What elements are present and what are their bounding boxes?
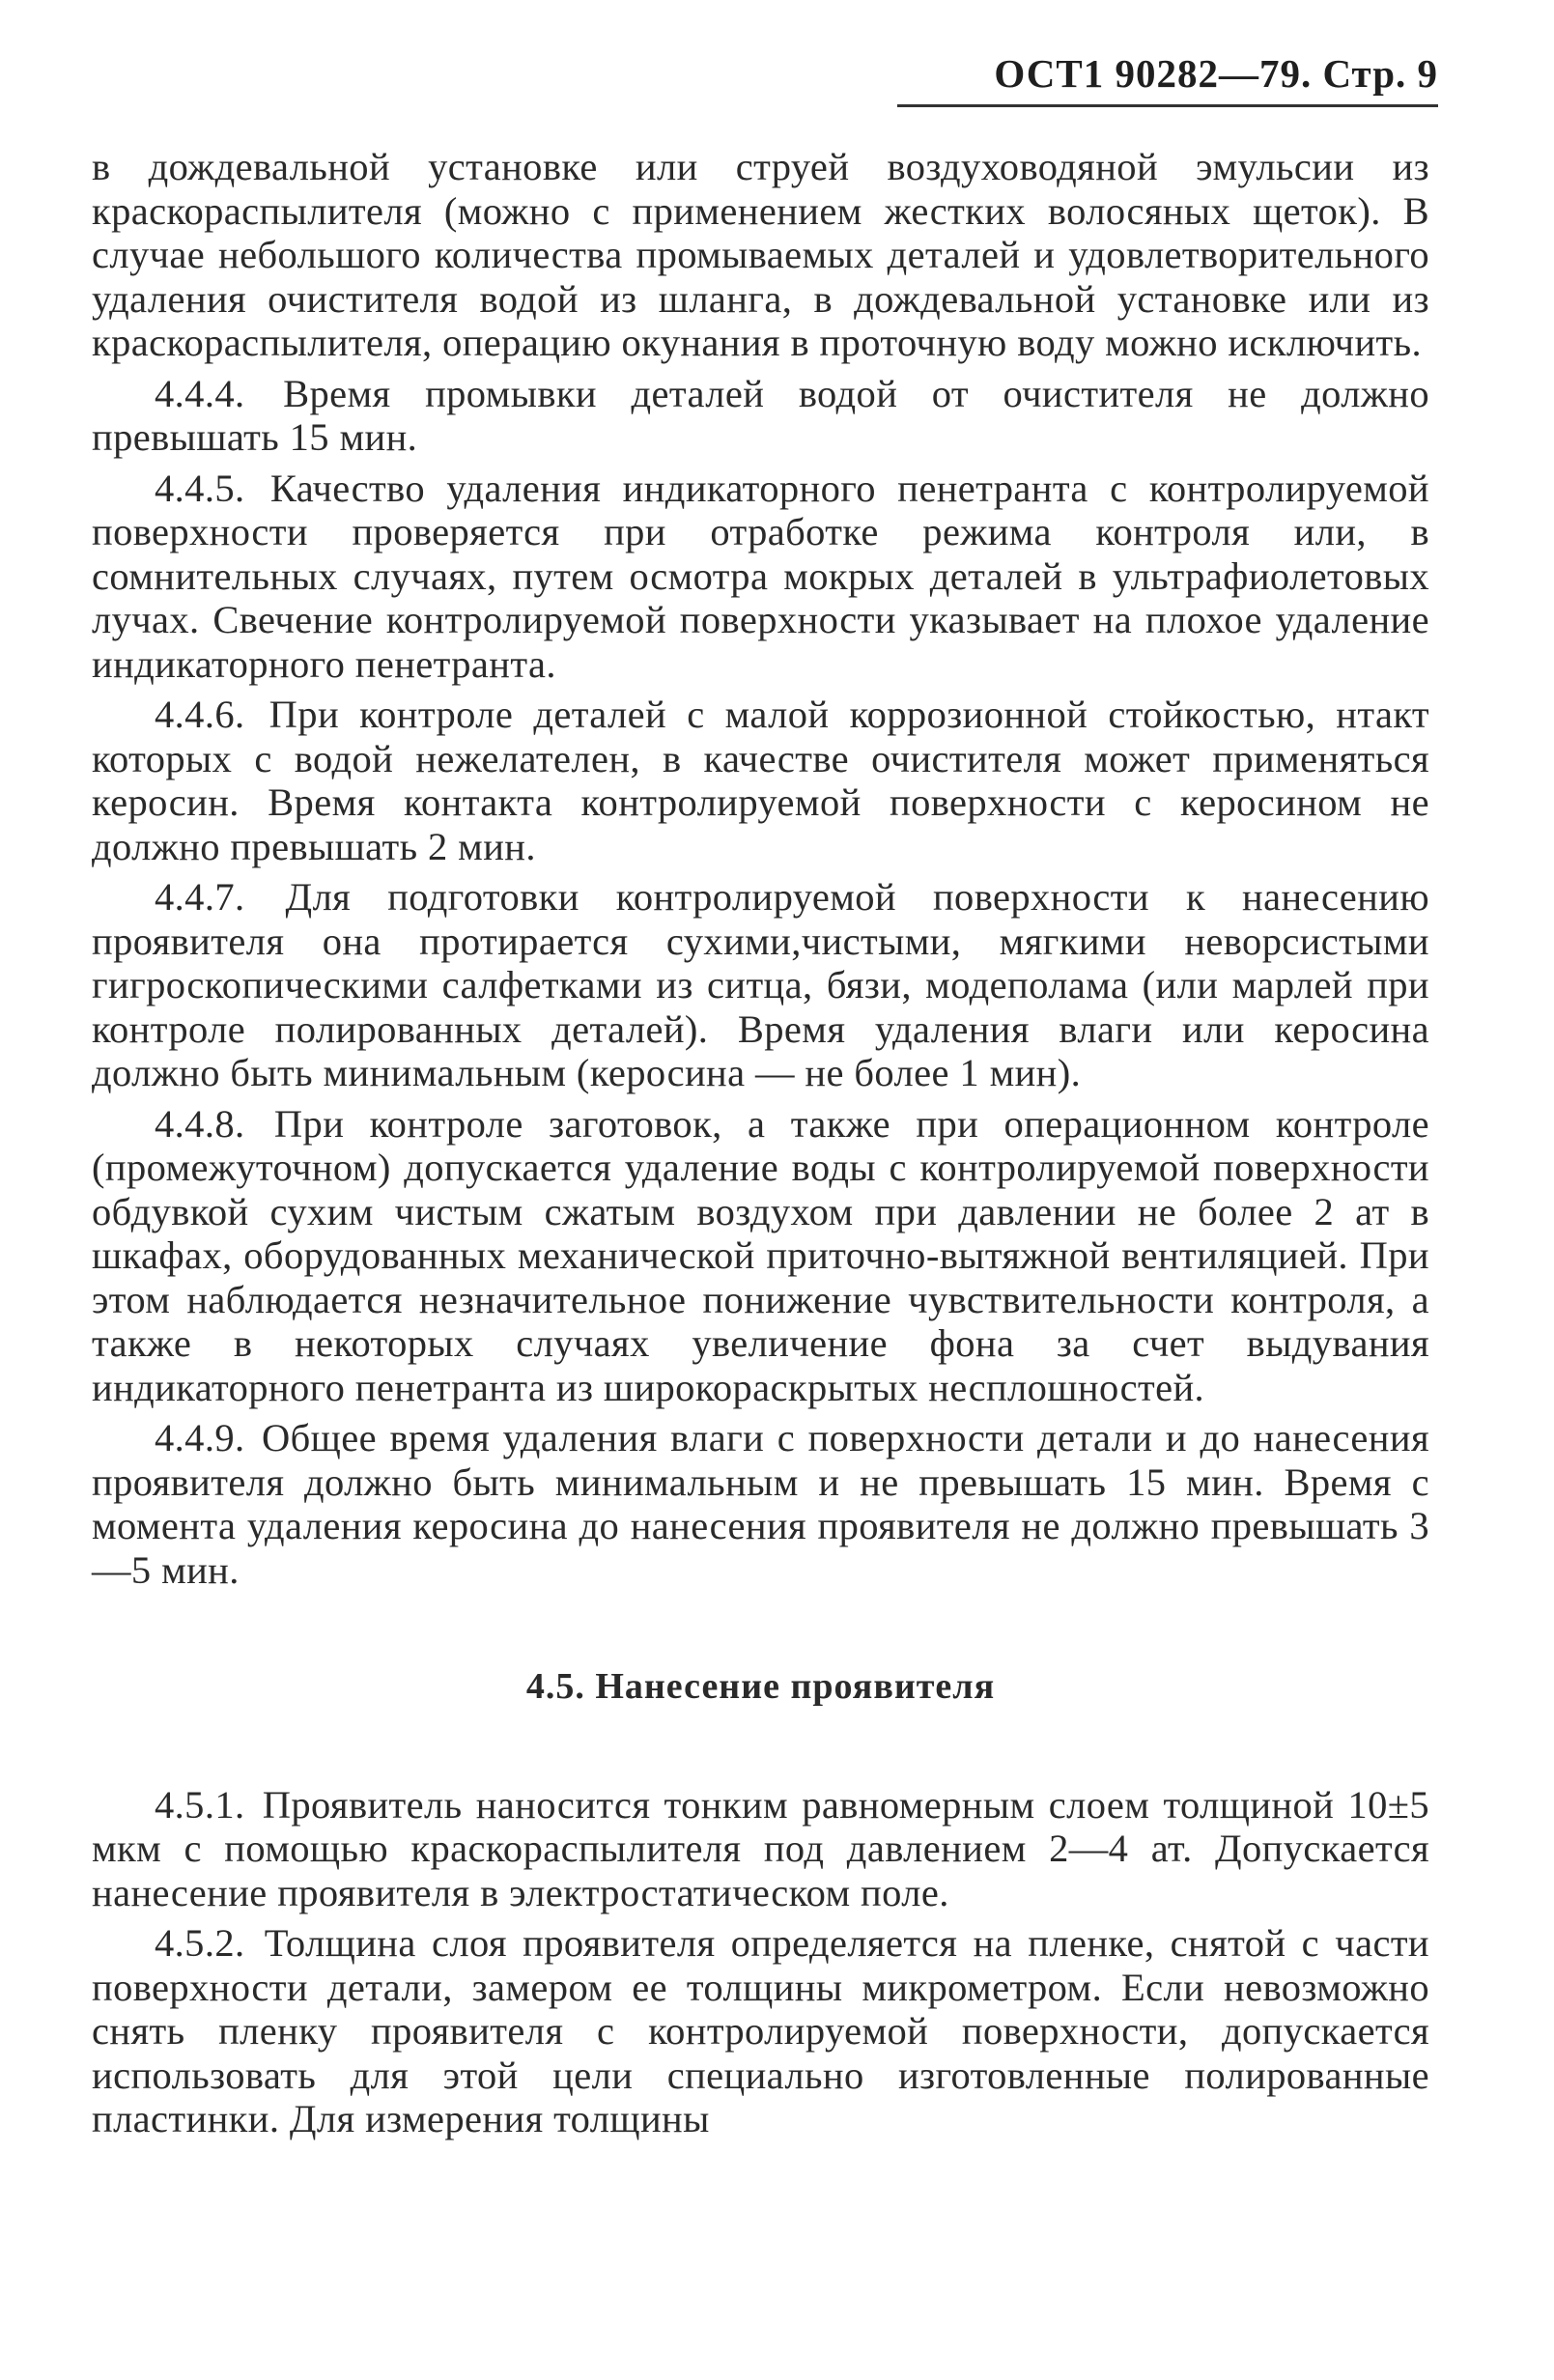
- paragraph-4-4-5: [92, 467, 1429, 687]
- page-header: [897, 50, 1438, 107]
- paragraph-number: 4.4.6.: [155, 693, 245, 736]
- header-rule: [897, 104, 1438, 107]
- paragraph-text: Для подготовки контролируемой поверхности к нанесению проявителя она протирается сухими,чистыми, мягкими неворсистыми гигроскопическими салфетками из ситца, бязи, модеполама (или марлей при контроле полированных деталей). Время удаления влаги или керосина должно быть минимальным (керосина — не более 1 мин).: [92, 875, 1429, 1094]
- paragraph-4-4-6: [92, 693, 1429, 868]
- document-title: ОСТ1 90282—79. Стр. 9: [994, 51, 1438, 96]
- paragraph-4-4-8: [92, 1102, 1429, 1410]
- paragraph-text: При контроле заготовок, а также при операционном контроле (промежуточном) допускается удаление воды с контролируемой поверхности обдувкой сухим чистым сжатым воздухом при давлении не более 2 ат в шкафах, оборудованных механической приточно-вытяжной вентиляцией. При этом наблюдается незначительное понижение чувствительности контроля, а также в некоторых случаях увеличение фона за счет выдувания индикаторного пенетранта из широкораскрытых несплошностей.: [92, 1101, 1429, 1409]
- paragraph-text: Проявитель наносится тонким равномерным слоем толщиной 10±5 мкм с помощью краскораспылителя под давлением 2—4 ат. Допускается нанесение проявителя в электростатическом поле.: [92, 1782, 1429, 1914]
- paragraph-4-4-9: [92, 1416, 1429, 1592]
- paragraph-continuation: [92, 145, 1429, 365]
- paragraph-number: 4.4.4.: [155, 371, 245, 415]
- paragraph-text: Толщина слоя проявителя определяется на пленке, снятой с части поверхности детали, замером ее толщины микрометром. Если невозможно снять пленку проявителя с контролируемой поверхности, допускается использовать для этой цели специально изготовленные полированные пластинки. Для измерения толщины: [92, 1921, 1429, 2140]
- paragraph-number: 4.4.7.: [155, 875, 245, 919]
- paragraph-number: 4.4.8.: [155, 1101, 245, 1146]
- paragraph-number: 4.4.9.: [155, 1416, 245, 1459]
- paragraph-4-5-2: [92, 1921, 1429, 2141]
- section-heading: 4.5. Нанесение проявителя: [525, 1666, 996, 1707]
- paragraph-text: в дождевальной установке или струей воздуховодяной эмульсии из краскораспылителя (можно с применением жестких волосяных щеток). В случае небольшого количества промываемых деталей и удовлетворительного удаления очистителя водой из шланга, в дождевальной установке или из краскораспылителя, операцию окунания в проточную воду можно исключить.: [92, 145, 1429, 364]
- paragraph-text: Время промывки деталей водой от очистителя не должно превышать 15 мин.: [92, 371, 1429, 459]
- paragraph-text: Качество удаления индикаторного пенетранта с контролируемой поверхности проверяется при отработке режима контроля или, в сомнительных случаях, путем осмотра мокрых деталей в ультрафиолетовых лучах. Свечение контролируемой поверхности указывает на плохое удаление индикаторного пенетранта.: [92, 466, 1429, 686]
- paragraph-text: Общее время удаления влаги с поверхности детали и до нанесения проявителя должно быть минимальным и не превышать 15 мин. Время с момента удаления керосина до нанесения проявителя не должно превышать 3—5 мин.: [92, 1416, 1429, 1592]
- paragraph-text: При контроле деталей с малой коррозионной стойкостью, нтакт которых с водой нежелателен, в качестве очистителя может применяться керосин. Время контакта контролируемой поверхности с керосином не должно превышать 2 мин.: [92, 693, 1429, 868]
- paragraph-4-4-4: [92, 372, 1429, 460]
- paragraph-number: 4.4.5.: [155, 466, 245, 510]
- paragraph-4-4-7: [92, 875, 1429, 1095]
- paragraph-number: 4.5.1.: [155, 1782, 245, 1827]
- paragraph-4-5-1: [92, 1783, 1429, 1915]
- document-body: [92, 145, 1429, 2148]
- paragraph-number: 4.5.2.: [155, 1921, 245, 1965]
